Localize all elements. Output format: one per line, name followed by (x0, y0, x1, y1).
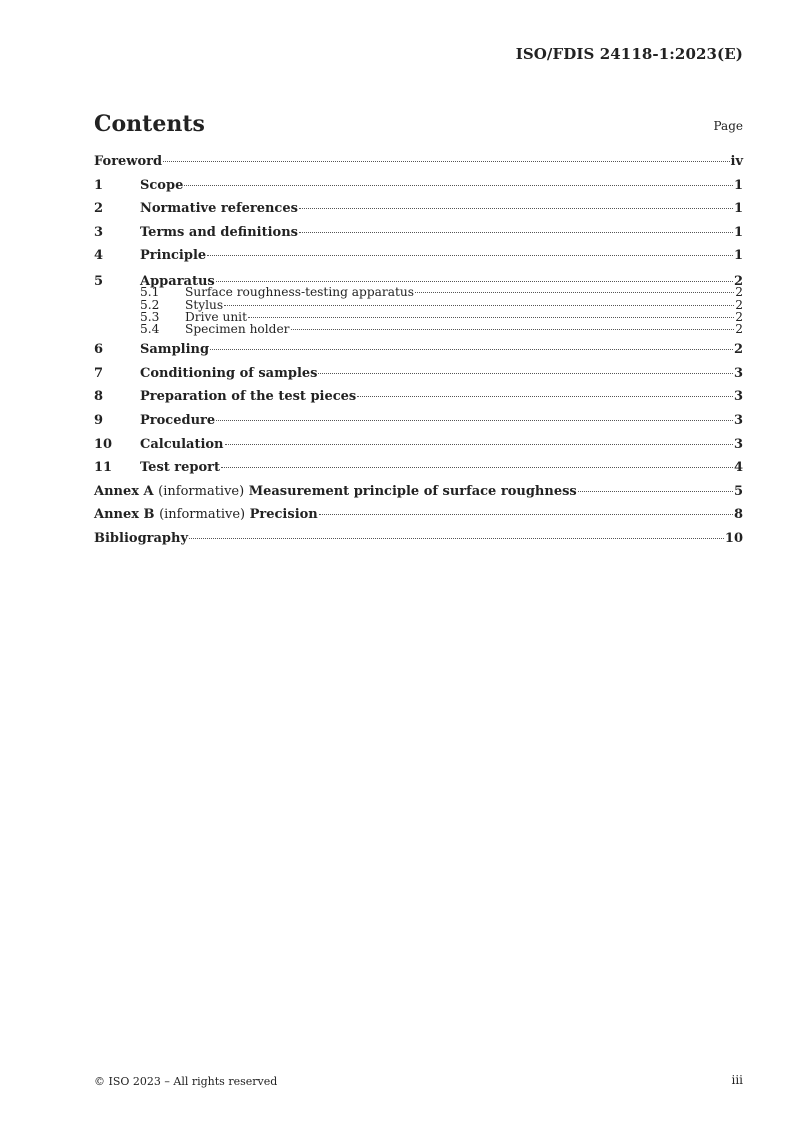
toc-title: Stylus (185, 297, 224, 312)
toc-title: Apparatus (140, 273, 215, 289)
toc-title: Measurement principle of surface roughness (248, 483, 577, 499)
footer-copyright: © ISO 2023 – All rights reserved (94, 1075, 278, 1088)
annex-type: (informative) (158, 483, 245, 499)
dot-leader (216, 420, 733, 421)
toc-subentry-surface-roughness-testing-apparatus[interactable] (94, 286, 743, 298)
toc-number: 5.4 (140, 322, 160, 337)
toc-page: 3 (733, 365, 743, 381)
toc-page: 1 (733, 248, 743, 264)
toc-page: 2 (735, 322, 743, 337)
toc-page: 1 (733, 177, 743, 193)
dot-leader (184, 185, 733, 186)
toc-page: 2 (733, 273, 743, 289)
toc-title: Scope (140, 177, 184, 193)
toc-number: 9 (94, 413, 104, 428)
toc-page: 5 (733, 483, 743, 499)
toc-title: Preparation of the test pieces (140, 389, 357, 405)
toc-title: Procedure (140, 413, 216, 428)
toc-title: Normative references (140, 201, 298, 217)
page-column-label: Page (713, 119, 743, 133)
toc-page: iv (730, 154, 743, 169)
toc-page: 1 (733, 201, 743, 217)
toc-entry-principle[interactable] (94, 248, 743, 272)
dot-leader (299, 208, 733, 209)
dot-leader (318, 373, 732, 374)
dot-leader (319, 514, 733, 515)
toc-title: Conditioning of samples (140, 365, 318, 381)
header-document-reference: ISO/FDIS 24118-1:2023(E) (515, 45, 743, 63)
toc-title: Terms and definitions (140, 224, 298, 240)
toc-page: 4 (733, 460, 743, 476)
toc-number: 7 (94, 365, 104, 381)
toc-title: Principle (140, 248, 207, 264)
toc-title: Foreword (94, 154, 163, 169)
toc-page: 2 (735, 309, 743, 324)
toc-entry-sampling[interactable] (94, 342, 743, 366)
toc-title: Calculation (140, 436, 224, 452)
toc-title: Specimen holder (185, 322, 290, 337)
dot-leader (248, 317, 734, 318)
toc-entry-foreword[interactable] (94, 154, 743, 178)
toc-number: 5.1 (140, 285, 160, 300)
dot-leader (221, 467, 733, 468)
toc-page: 1 (733, 224, 743, 240)
toc-number: 5.3 (140, 309, 160, 324)
toc-number: 6 (94, 342, 104, 358)
toc-entry-procedure[interactable] (94, 413, 743, 437)
toc-number: 3 (94, 224, 104, 240)
table-of-contents (94, 154, 743, 555)
toc-title: Surface roughness-testing apparatus (185, 285, 414, 300)
annex-type: (informative) (159, 507, 246, 523)
toc-page: 2 (733, 342, 743, 358)
toc-subentry-specimen-holder[interactable] (94, 323, 743, 335)
dot-leader (357, 396, 733, 397)
toc-number: 5.2 (140, 297, 160, 312)
toc-entry-annex-a[interactable] (94, 484, 743, 508)
toc-entry-annex-b[interactable] (94, 507, 743, 531)
toc-entry-terms-and-definitions[interactable] (94, 225, 743, 249)
toc-page: 8 (733, 507, 743, 523)
dot-leader (291, 329, 735, 330)
toc-number: 1 (94, 177, 104, 193)
toc-number: 5 (94, 273, 104, 289)
toc-title: Sampling (140, 342, 210, 358)
toc-page: 3 (733, 389, 743, 405)
toc-title: Drive unit (185, 309, 247, 324)
dot-leader (210, 349, 733, 350)
toc-entry-conditioning-of-samples[interactable] (94, 366, 743, 390)
dot-leader (578, 491, 733, 492)
dot-leader (163, 161, 729, 162)
annex-label (94, 507, 318, 522)
annex-id: Annex A (94, 483, 154, 499)
footer-page-number: iii (731, 1073, 743, 1087)
dot-leader (216, 281, 733, 282)
toc-title: Test report (140, 460, 221, 476)
toc-entry-test-report[interactable] (94, 460, 743, 484)
annex-id: Annex B (94, 507, 155, 523)
toc-entry-scope[interactable] (94, 178, 743, 202)
toc-title: Bibliography (94, 530, 189, 546)
toc-page: 2 (735, 285, 743, 300)
toc-entry-normative-references[interactable] (94, 201, 743, 225)
toc-page: 2 (735, 297, 743, 312)
toc-entry-bibliography[interactable] (94, 531, 743, 555)
toc-number: 11 (94, 460, 113, 476)
dot-leader (299, 232, 733, 233)
toc-title: Precision (249, 507, 318, 523)
toc-entry-preparation-of-test-pieces[interactable] (94, 389, 743, 413)
annex-label (94, 484, 577, 499)
toc-entry-calculation[interactable] (94, 437, 743, 461)
toc-number: 4 (94, 248, 104, 264)
toc-page: 3 (733, 436, 743, 452)
contents-heading: Contents (94, 111, 205, 137)
dot-leader (415, 292, 734, 293)
toc-number: 8 (94, 389, 104, 405)
dot-leader (207, 255, 733, 256)
dot-leader (224, 305, 734, 306)
toc-page: 10 (724, 530, 743, 546)
toc-page: 3 (733, 413, 743, 428)
dot-leader (225, 444, 733, 445)
dot-leader (189, 538, 724, 539)
toc-number: 2 (94, 201, 104, 217)
toc-number: 10 (94, 436, 113, 452)
